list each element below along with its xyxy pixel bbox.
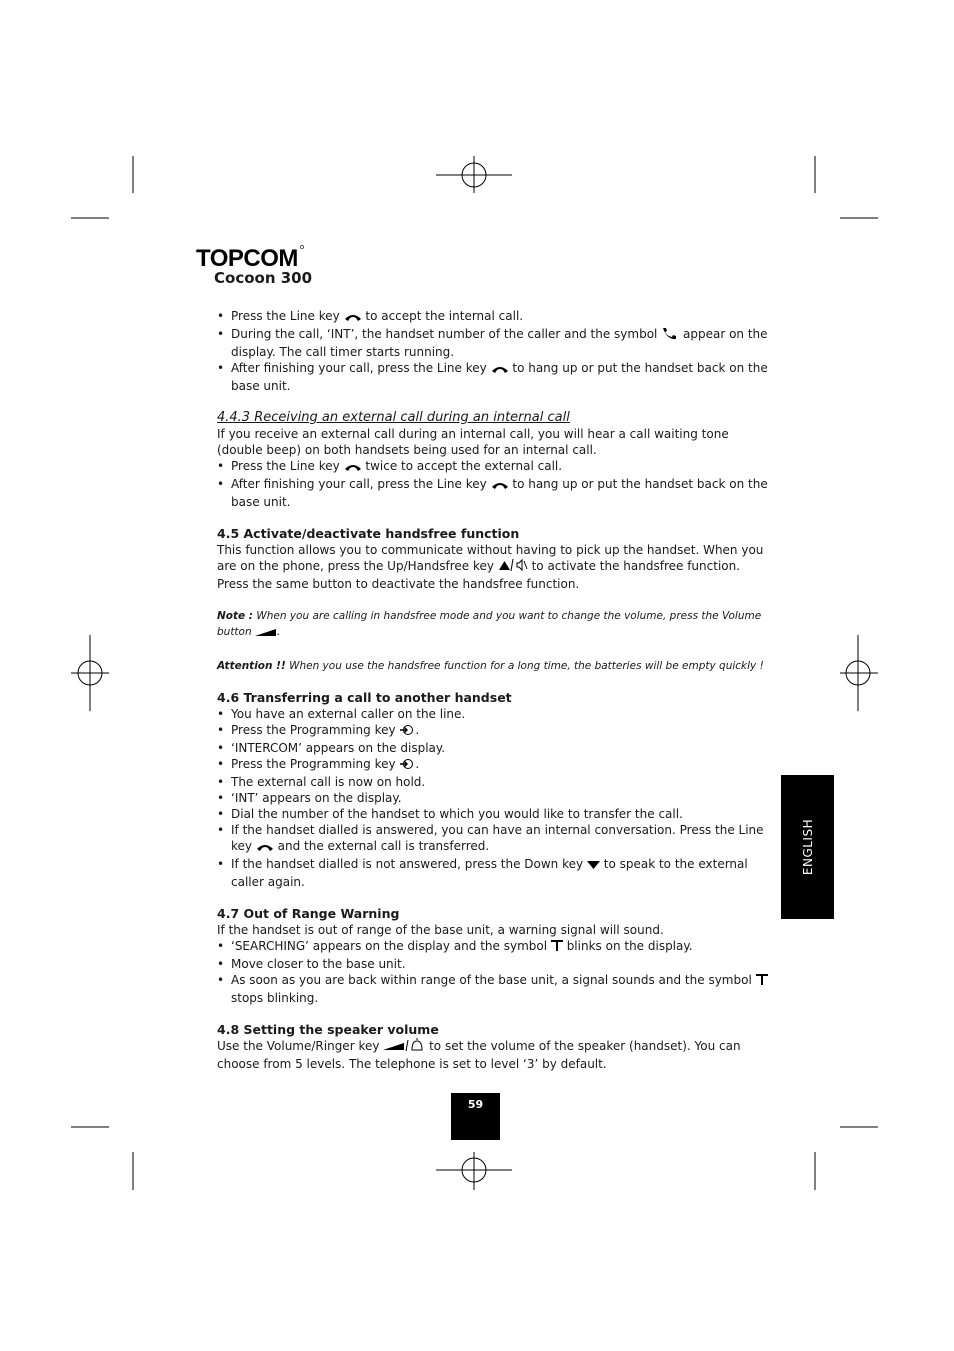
note-text: When you are calling in handsfree mode and you want to change the volume, press the Volume button bbox=[217, 610, 762, 638]
section-title-4-8: 4.8 Setting the speaker volume bbox=[217, 1022, 439, 1037]
line-key-icon bbox=[344, 310, 362, 326]
manual-content bbox=[217, 308, 769, 1072]
attention-label: Attention !! bbox=[217, 660, 286, 672]
list-item bbox=[217, 476, 769, 510]
list-item bbox=[217, 822, 769, 856]
list-item-text: to speak to the external caller again. bbox=[231, 857, 748, 889]
list-item-text: stops blinking. bbox=[231, 991, 319, 1005]
list-item bbox=[217, 956, 769, 972]
up-handsfree-key-icon bbox=[498, 558, 528, 576]
antenna-icon bbox=[551, 939, 563, 956]
list-item bbox=[217, 706, 769, 722]
list-item-text: blinks on the display. bbox=[562, 939, 693, 953]
list-item-text: . bbox=[415, 723, 420, 737]
list-item-text: Move closer to the base unit. bbox=[231, 957, 406, 971]
bullet-list-4-6 bbox=[217, 706, 769, 890]
note-label: Note : bbox=[217, 610, 253, 622]
list-item bbox=[217, 756, 769, 774]
bullet-list-4-4-3 bbox=[217, 458, 769, 510]
volume-key-icon bbox=[255, 626, 277, 642]
list-item-text: twice to accept the external call. bbox=[361, 459, 563, 473]
list-item bbox=[217, 790, 769, 806]
line-key-icon bbox=[344, 460, 362, 476]
list-item-text: You have an external caller on the line. bbox=[231, 707, 466, 721]
list-item bbox=[217, 938, 769, 956]
list-item bbox=[217, 722, 769, 740]
intro-bullet-list bbox=[217, 308, 769, 394]
bullet-list-4-7 bbox=[217, 938, 769, 1006]
list-item-text: Dial the number of the handset to which you would like to transfer the call. bbox=[231, 807, 683, 821]
list-item bbox=[217, 740, 769, 756]
page-number-box bbox=[451, 1093, 500, 1140]
programming-key-icon bbox=[399, 757, 415, 774]
section-text-4-4-3: If you receive an external call during an internal call, you will hear a call waiting tone (double beep) on both handsets being used for an internal call. bbox=[217, 427, 729, 457]
list-item-text: During the call, ‘INT’, the handset number of the caller and the symbol bbox=[231, 327, 662, 341]
text-part: Use the Volume/Ringer key bbox=[217, 1039, 384, 1053]
list-item-text: ‘INTERCOM’ appears on the display. bbox=[231, 741, 446, 755]
note: Note : When you are calling in handsfree mode and you want to change the volume, press the Volume button . bbox=[217, 608, 769, 642]
volume-ringer-key-icon bbox=[383, 1038, 425, 1056]
section-title-4-6: 4.6 Transferring a call to another handset bbox=[217, 690, 512, 705]
section-text-4-7: If the handset is out of range of the base unit, a warning signal will sound. bbox=[217, 923, 664, 937]
list-item-text: Press the Line key bbox=[231, 309, 344, 323]
list-item-text: If the handset dialled is not answered, press the Down key bbox=[231, 857, 587, 871]
list-item-text: The external call is now on hold. bbox=[231, 775, 426, 789]
list-item-text: Press the Line key bbox=[231, 459, 344, 473]
list-item-text: Press the Programming key bbox=[231, 723, 400, 737]
down-key-icon bbox=[587, 858, 600, 874]
list-item bbox=[217, 458, 769, 476]
language-tab bbox=[781, 775, 834, 919]
text-part: to set the volume of the speaker (handset). You can choose from 5 levels. The telephone is set to level ‘3’ by default. bbox=[217, 1039, 741, 1071]
section-text-4-8 bbox=[217, 1038, 769, 1072]
list-item bbox=[217, 856, 769, 890]
section-title-4-4-3: 4.4.3 Receiving an external call during an internal call bbox=[217, 410, 570, 425]
page-number: 59 bbox=[467, 1098, 484, 1111]
list-item-text: After finishing your call, press the Line key bbox=[231, 477, 491, 491]
list-item-text: ‘SEARCHING’ appears on the display and the symbol bbox=[231, 939, 551, 953]
list-item-text: ‘INT’ appears on the display. bbox=[231, 791, 402, 805]
list-item-text: Press the Programming key bbox=[231, 757, 400, 771]
list-item-text: to hang up or put the handset back on the base unit. bbox=[231, 361, 768, 393]
text-part: to activate the handsfree function. bbox=[527, 559, 741, 573]
list-item-text: to accept the internal call. bbox=[361, 309, 524, 323]
line-key-icon bbox=[491, 362, 509, 378]
list-item bbox=[217, 806, 769, 822]
list-item-text: to hang up or put the handset back on the base unit. bbox=[231, 477, 768, 509]
line-key-icon bbox=[256, 840, 274, 856]
section-title-4-5: 4.5 Activate/deactivate handsfree function bbox=[217, 526, 520, 541]
antenna-icon bbox=[756, 973, 768, 990]
programming-key-icon bbox=[399, 723, 415, 740]
list-item-text: and the external call is transferred. bbox=[273, 839, 490, 853]
list-item bbox=[217, 326, 769, 360]
topcom-logo bbox=[196, 242, 304, 270]
list-item-text: appear on the display. The call timer starts running. bbox=[231, 327, 768, 359]
section-text-4-5 bbox=[217, 542, 769, 576]
list-item bbox=[217, 360, 769, 394]
list-item-text: If the handset dialled is answered, you can have an internal conversation. Press the Line key bbox=[231, 823, 764, 853]
model-name: Cocoon 300 bbox=[214, 269, 313, 287]
handset-icon bbox=[661, 327, 679, 344]
list-item-text: After finishing your call, press the Line key bbox=[231, 361, 491, 375]
logo-text: TOPCOM bbox=[196, 245, 298, 270]
attention bbox=[217, 658, 769, 674]
list-item bbox=[217, 972, 769, 1006]
list-item-text: As soon as you are back within range of the base unit, a signal sounds and the symbol bbox=[231, 973, 756, 987]
language-label: ENGLISH bbox=[800, 818, 815, 876]
line-key-icon bbox=[491, 478, 509, 494]
section-title-4-7: 4.7 Out of Range Warning bbox=[217, 906, 400, 921]
section-text-4-5-b: Press the same button to deactivate the handsfree function. bbox=[217, 577, 580, 591]
list-item bbox=[217, 308, 769, 326]
list-item bbox=[217, 774, 769, 790]
list-item-text: . bbox=[415, 757, 420, 771]
text-part: This function allows you to communicate without having to pick up the handset. When you are on the phone, press the Up/Handsfree key bbox=[217, 543, 764, 573]
attention-text: When you use the handsfree function for a long time, the batteries will be empty quickly ! bbox=[285, 660, 764, 672]
